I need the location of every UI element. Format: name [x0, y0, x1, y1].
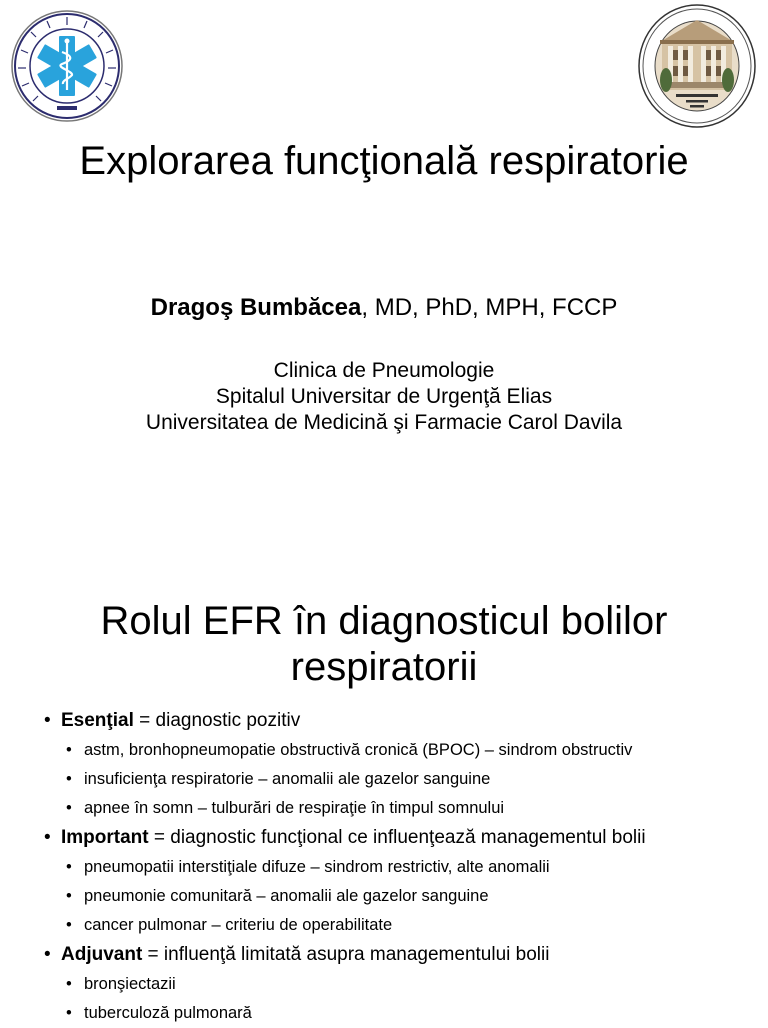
content-slide	[0, 576, 768, 1024]
bullet-keyword: Important	[61, 827, 149, 848]
bullet-item-level1	[0, 940, 768, 970]
bullet-list	[0, 706, 768, 1028]
bullet-icon: •	[66, 1004, 72, 1022]
bullet-text: tuberculoză pulmonară	[84, 1004, 252, 1022]
bullet-item-level2	[0, 794, 768, 823]
bullet-item-level2	[0, 882, 768, 911]
bullet-item-level2	[0, 970, 768, 999]
bullet-text: apnee în somn – tulburări de respiraţie în timpul somnului	[84, 799, 505, 817]
affiliation-block	[0, 358, 768, 436]
bullet-item-level2	[0, 911, 768, 940]
bullet-item-level1	[0, 706, 768, 736]
bullet-icon: •	[66, 975, 72, 993]
bullet-icon: •	[44, 710, 51, 731]
university-seal-logo	[638, 4, 756, 128]
bullet-item-level2	[0, 765, 768, 794]
bullet-text: bronşiectazii	[84, 975, 176, 993]
bullet-text: = diagnostic pozitiv	[133, 710, 301, 731]
bullet-text: astm, bronhopneumopatie obstructivă cronică (BPOC) – sindrom obstructiv	[84, 741, 633, 759]
bullet-text: = diagnostic funcţional ce influenţează managementul bolii	[148, 827, 646, 848]
author-line	[0, 292, 768, 324]
bullet-keyword: Adjuvant	[61, 944, 143, 965]
bullet-icon: •	[44, 944, 51, 965]
bullet-icon: •	[66, 887, 72, 905]
bullet-icon: •	[66, 799, 72, 817]
author-credentials: , MD, PhD, MPH, FCCP	[361, 294, 618, 321]
slide-title-line: respiratorii	[290, 645, 478, 689]
affiliation-line: Clinica de Pneumologie	[273, 359, 495, 382]
presentation-title: Explorarea funcţională respiratorie	[79, 139, 689, 183]
bullet-item-level1	[0, 823, 768, 853]
bullet-text: pneumopatii interstiţiale difuze – sindrom restrictiv, alte anomalii	[84, 858, 550, 876]
hospital-emblem-logo	[11, 10, 123, 122]
bullet-text: insuficienţa respiratorie – anomalii ale gazelor sanguine	[84, 770, 491, 788]
bullet-icon: •	[66, 916, 72, 934]
affiliation-line: Universitatea de Medicină şi Farmacie Carol Davila	[145, 411, 623, 434]
slide-title	[0, 598, 768, 690]
author-name: Dragoş Bumbăcea	[150, 294, 362, 321]
slide-title-line: Rolul EFR în diagnosticul bolilor	[100, 599, 668, 643]
bullet-icon: •	[66, 858, 72, 876]
bullet-text: = influenţă limitată asupra managementului bolii	[142, 944, 550, 965]
bullet-text: cancer pulmonar – criteriu de operabilitate	[84, 916, 393, 934]
bullet-icon: •	[44, 827, 51, 848]
affiliation-line: Spitalul Universitar de Urgenţă Elias	[215, 385, 553, 408]
bullet-keyword: Esenţial	[61, 710, 134, 731]
bullet-item-level2	[0, 736, 768, 765]
bullet-icon: •	[66, 770, 72, 788]
bullet-item-level2	[0, 853, 768, 882]
bullet-icon: •	[66, 741, 72, 759]
bullet-text: pneumonie comunitară – anomalii ale gazelor sanguine	[84, 887, 489, 905]
